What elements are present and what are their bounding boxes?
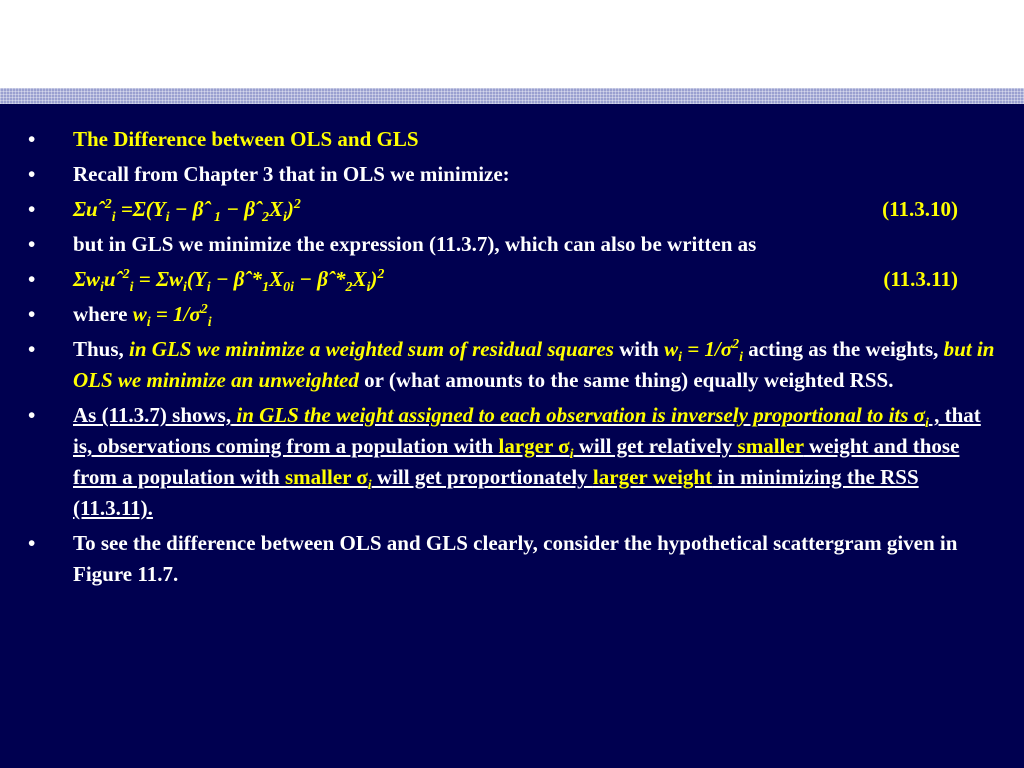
bullet-list [28,124,998,594]
bullet-text: Recall from Chapter 3 that in OLS we minimize: [73,162,510,186]
bullet-dot-icon: • [28,302,36,326]
bullet-text: As (11.3.7) shows, [73,403,232,427]
bullet-scattergram [28,528,998,590]
decorative-band [0,88,1024,104]
bullet-text: Thus, [73,337,130,361]
emphasis-text: in GLS we minimize a weighted sum of residual squares [129,337,614,361]
bullet-dot-icon: • [28,267,36,291]
slide-title-area [0,0,1024,88]
bullet-dot-icon: • [28,197,36,221]
bullet-gls-minimize [28,229,998,260]
bullet-text: , that is, observations coming from a population with [73,403,981,458]
emphasis-text: larger $\sigma_i$ [498,434,574,463]
bullet-text: or (what amounts to the same thing) equally weighted RSS. [358,368,894,392]
bullet-weight-definition [28,299,998,330]
bullet-text: The Difference between OLS and GLS [73,127,419,151]
emphasis-text: in GLS the weight assigned to each observation is inversely proportional to its $\sigma_i$ [231,403,929,432]
emphasis-text: but in OLS we minimize an unweighted [73,337,995,392]
bullet-dot-icon: • [28,232,36,256]
bullet-text: To see the difference between OLS and GLS clearly, consider the hypothetical scattergram given in Figure 11.7. [73,531,958,586]
bullet-text: with [613,337,665,361]
emphasis-text: smaller $\sigma_i$ [284,465,372,494]
equation-number: (11.3.11) [883,267,958,291]
weight-formula: $w_i = 1/\sigma^2_i$ [664,337,743,366]
emphasis-text: smaller [737,434,804,458]
weight-formula: $w_i = 1/\sigma^2_i$ [132,302,212,331]
bullet-text: will get relatively [573,434,738,458]
bullet-weighted-sum [28,334,998,396]
bullet-text: weight and those from a population with [73,434,960,489]
bullet-text: will get proportionately [371,465,593,489]
emphasis-text: larger weight [592,465,713,489]
bullet-ols-gls-heading [28,124,998,155]
bullet-recall-ols [28,159,998,190]
bullet-dot-icon: • [28,337,36,361]
equation-gls: $\Sigma w_iuˆ^2_i = \Sigma w_i(Y_i$ − $\beta ˆ*_1X_{0i}$ − $\beta ˆ*_2X_i)^2$ [73,267,385,296]
bullet-text: but in GLS we minimize the expression (11.3.7), which can also be written as [73,232,757,256]
bullet-dot-icon: • [28,162,36,186]
bullet-dot-icon: • [28,127,36,151]
bullet-dot-icon: • [28,403,36,427]
equation-number: (11.3.10) [882,197,958,221]
bullet-ols-equation [28,194,998,225]
bullet-inverse-proportional [28,400,998,524]
bullet-dot-icon: • [28,531,36,555]
bullet-text: acting as the weights, [742,337,944,361]
slide-body [0,104,1024,768]
bullet-text: where [73,302,133,326]
bullet-gls-equation [28,264,998,295]
bullet-text: in minimizing the RSS (11.3.11). [73,465,919,520]
equation-ols: Σuˆ$^2_i$ $=\Sigma(Y_i$ − βˆ $_1 - \beta ˆ_2X_i)^2$ [73,197,301,226]
